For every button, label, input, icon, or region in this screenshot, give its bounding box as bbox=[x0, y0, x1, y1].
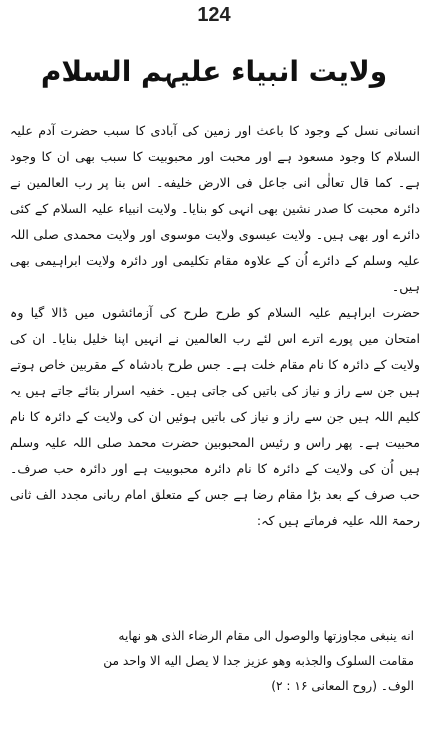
page-number: 124 bbox=[197, 4, 231, 26]
body-text bbox=[10, 118, 420, 534]
chapter-heading: ولایت انبیاء علیہم السلام bbox=[40, 55, 388, 88]
paragraph-1: انسانی نسل کے وجود کا باعث اور زمین کی آبادی کا سبب حضرت آدم علیہ السلام کا وجود مسعود ہے اور محبت اور محبوبیت کا سبب بھی ان کا وجود ہے۔ کما قال تعالٰی انی جاعل فی الارض خلیفه۔ اس بنا پر رب العالمین نے دائرہ محبت کا صدر نشین بھی انہی کو بنایا۔ ولایت انبیاء علیہ السلام کے کئی دائرے اور بھی ہیں۔ ولایت عیسوی ولایت موسوی اور ولایت محمدی صلی اللہ علیہ وسلم کے دائرے اُن کے علاوہ مقام تکلیمی اور دائرہ ولایت ابراہیمی بھی ہیں۔ bbox=[10, 123, 420, 294]
paragraph-2: حضرت ابراہیم علیہ السلام کو طرح طرح کی آزمائشوں میں ڈالا گیا وہ امتحان میں پورے اترے اس لئے رب العالمین نے انہیں اپنا خلیل بنایا۔ ان کی ولایت کے دائرہ کا نام مقام خلت ہے۔ جس طرح بادشاہ کے مقربین خاص ہوتے ہیں جن سے راز و نیاز کی باتیں کی جاتی ہیں۔ خفیہ اسرار بتائے جاتے ہیں یہ کلیم اللہ ہیں جن سے راز و نیاز کی باتیں ہوئیں ان کی ولایت کے دائرہ کا نام محبیت ہے۔ پھر راس و رئیس المحبوبین حضرت محمد صلی اللہ علیہ وسلم ہیں اُن کی ولایت کے دائرہ کا نام دائرہ محبوبیت ہے اور دائرہ حب صرف۔ حب صرف کے بعد بڑا مقام رضا ہے جس کے متعلق امام ربانی مجدد الف ثانی رحمۃ اللہ علیہ فرماتے ہیں کہ: bbox=[10, 305, 420, 528]
arabic-quote bbox=[16, 624, 414, 699]
quote-citation: الوف۔ (روح المعانی ۱۶ : ۲) bbox=[271, 679, 414, 693]
quote-line: انه ینبغی مجاوزتها والوصول الی مقام الرضاء الذی هو نهایه bbox=[118, 629, 414, 643]
quote-line: مقامت السلوک والجذبه وهو عزیز جدا لا یصل الیه الا واحد من bbox=[103, 654, 414, 668]
